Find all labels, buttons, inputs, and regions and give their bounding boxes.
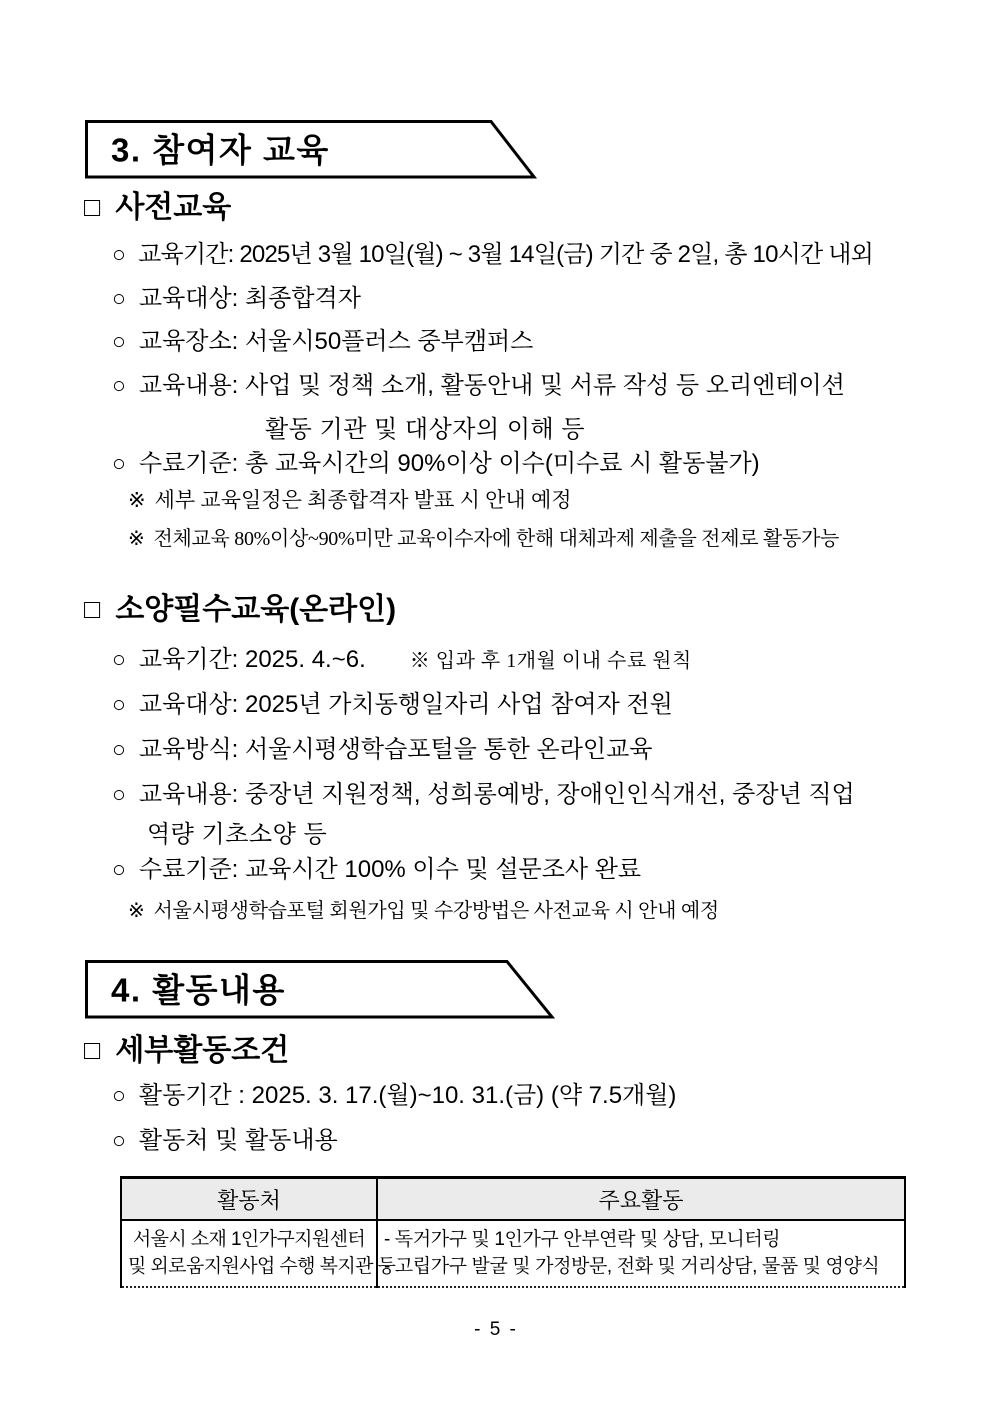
- note-marker-icon: ※: [128, 900, 145, 922]
- note-text: 세부 교육일정은 최종합격자 발표 시 안내 예정: [154, 488, 572, 512]
- circle-marker-icon: ○: [112, 781, 126, 807]
- circle-marker-icon: ○: [112, 1127, 126, 1153]
- online-education-heading-label: 소양필수교육(온라인): [115, 593, 397, 626]
- bullet-text: 교육방식: 서울시평생학습포털을 통한 온라인교육: [138, 736, 653, 763]
- section-4-banner: [85, 960, 555, 1019]
- bullet-text: 교육대상: 최종합격자: [138, 285, 361, 312]
- section-4-title: 4. 활동내용: [111, 971, 286, 1008]
- bullet-text: 활동기간 : 2025. 3. 17.(월)~10. 31.(금) (약 7.5개월): [138, 1082, 677, 1109]
- bullet-text: 교육기간: 2025년 3월 10일(월) ~ 3월 14일(금) 기간 중 2일, 총 10시간 내외: [138, 241, 874, 268]
- circle-marker-icon: ○: [112, 372, 126, 398]
- bullet-text: 교육내용: 중장년 지원정책, 성희롱예방, 장애인인식개선, 중장년 직업: [138, 781, 855, 808]
- note-marker-icon: ※: [128, 528, 145, 550]
- note-marker-icon: ※: [128, 488, 146, 512]
- table-cell-place: [121, 1220, 396, 1287]
- circle-marker-icon: ○: [112, 328, 126, 354]
- detail-conditions-heading: [84, 1036, 289, 1066]
- circle-marker-icon: ○: [112, 450, 126, 476]
- note-schedule: [128, 490, 572, 511]
- note-alternative-task: [128, 529, 839, 549]
- square-marker-icon: □: [84, 192, 101, 222]
- pre-education-heading-label: 사전교육: [115, 191, 232, 224]
- detail-conditions-heading-label: 세부활동조건: [115, 1034, 290, 1067]
- table-cell-activity: [377, 1220, 905, 1287]
- activity-line: - 고립가구 발굴 및 가정방문, 전화 및 거리상담, 물품 및 영양식: [384, 1256, 880, 1277]
- square-marker-icon: □: [84, 594, 101, 624]
- bullet-text: 활동처 및 활동내용: [138, 1127, 338, 1154]
- page-number: - 5 -: [474, 1319, 518, 1340]
- bullet-text: 교육대상: 2025년 가치동행일자리 사업 참여자 전원: [138, 691, 673, 718]
- pre-education-heading: [84, 193, 231, 223]
- circle-marker-icon: ○: [112, 285, 126, 311]
- bullet-edu-place: [112, 330, 533, 354]
- table-header-place: 활동처: [121, 1178, 377, 1221]
- online-education-heading: [84, 595, 396, 625]
- bullet-online-completion: [112, 858, 641, 882]
- bullet-activity-period: [112, 1084, 676, 1108]
- circle-marker-icon: ○: [112, 691, 126, 717]
- bullet-online-content: [112, 783, 855, 807]
- note-text: 전체교육 80%이상~90%미만 교육이수자에 한해 대체과제 제출을 전제로 활동가능: [153, 528, 840, 550]
- table-header-activity: 주요활동: [377, 1178, 905, 1221]
- note-portal-signup: [128, 901, 719, 921]
- bullet-text: 수료기준: 총 교육시간의 90%이상 이수(미수료 시 활동불가): [138, 450, 760, 477]
- place-line: 및 외로움지원사업 수행 복지관 등: [128, 1256, 396, 1277]
- circle-marker-icon: ○: [112, 241, 126, 267]
- bullet-text: 교육장소: 서울시50플러스 중부캠퍼스: [138, 328, 534, 355]
- table-row: [121, 1220, 905, 1287]
- bullet-online-period: [112, 648, 692, 672]
- circle-marker-icon: ○: [112, 1082, 126, 1108]
- bullet-edu-target: [112, 287, 361, 311]
- circle-marker-icon: ○: [112, 646, 126, 672]
- inline-note-completion-rule: ※ 입과 후 1개월 이내 수료 원칙: [409, 650, 692, 672]
- bullet-edu-content: [112, 374, 845, 398]
- note-text: 서울시평생학습포털 회원가입 및 수강방법은 사전교육 시 안내 예정: [153, 900, 719, 922]
- table-header-row: [121, 1178, 905, 1221]
- bullet-edu-period: [112, 243, 873, 267]
- activity-line: - 독거가구 및 1인가구 안부연락 및 상담, 모니터링: [384, 1229, 781, 1250]
- activity-table: [120, 1176, 906, 1288]
- bullet-text: 교육기간: 2025. 4.~6.: [138, 646, 366, 673]
- place-line: 서울시 소재 1인가구지원센터: [132, 1229, 366, 1250]
- circle-marker-icon: ○: [112, 736, 126, 762]
- bullet-text: 교육내용: 사업 및 정책 소개, 활동안내 및 서류 작성 등 오리엔테이션: [138, 372, 845, 399]
- section-3-title: 3. 참여자 교육: [111, 131, 330, 168]
- bullet-text: 수료기준: 교육시간 100% 이수 및 설문조사 완료: [138, 856, 642, 883]
- bullet-activity-place: [112, 1129, 338, 1153]
- bullet-online-target: [112, 693, 673, 717]
- circle-marker-icon: ○: [112, 856, 126, 882]
- section-3-banner: [85, 120, 537, 179]
- bullet-completion-criteria: [112, 452, 760, 476]
- bullet-online-method: [112, 738, 652, 762]
- bullet-online-content-line2: 역량 기초소양 등: [147, 821, 328, 848]
- bullet-edu-content-line2: 활동 기관 및 대상자의 이해 등: [265, 416, 586, 443]
- square-marker-icon: □: [84, 1035, 101, 1065]
